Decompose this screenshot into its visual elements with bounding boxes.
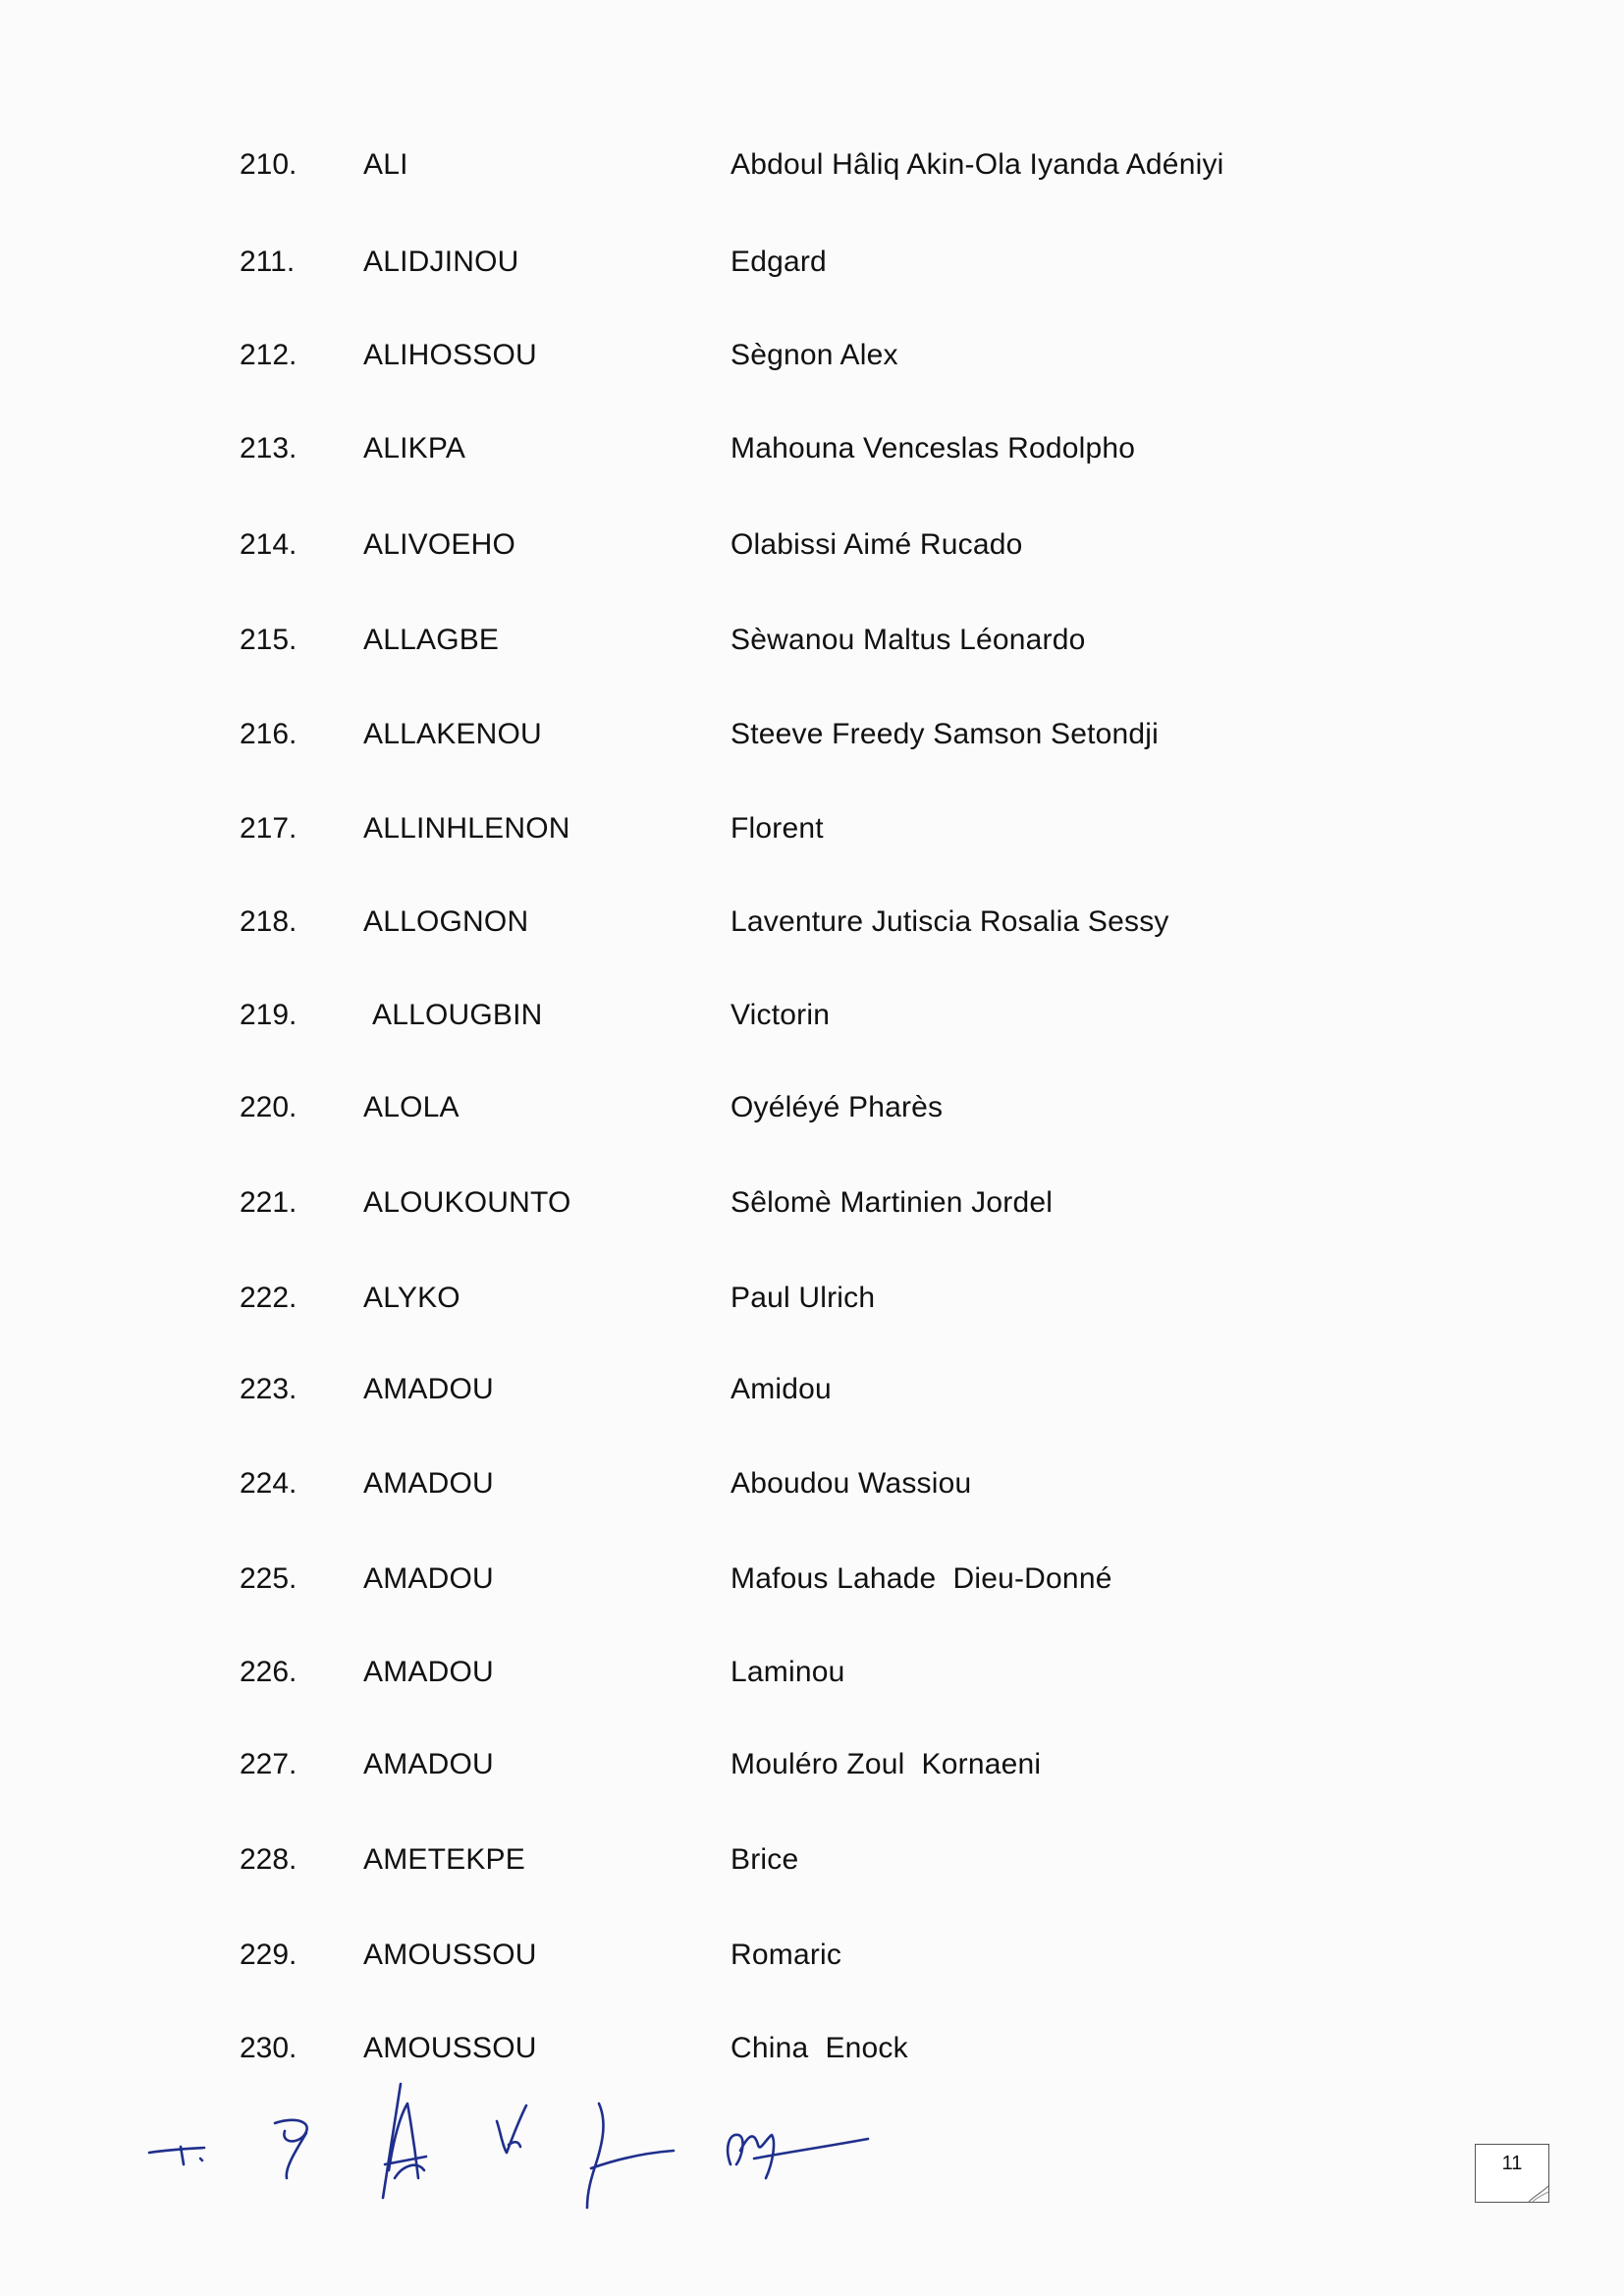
- entry-first-names: Edgard: [731, 246, 827, 278]
- entry-number: 226.: [240, 1656, 298, 1688]
- entry-first-names: Mouléro Zoul Kornaeni: [731, 1748, 1042, 1780]
- entry-number: 216.: [240, 718, 298, 750]
- entry-first-names: Olabissi Aimé Rucado: [731, 528, 1023, 561]
- initial-mark: [587, 2104, 674, 2208]
- initial-mark: [275, 2120, 307, 2178]
- entry-number: 220.: [240, 1091, 298, 1123]
- entry-last-name: ALOLA: [363, 1091, 460, 1123]
- entry-number: 225.: [240, 1562, 298, 1595]
- entry-number: 217.: [240, 812, 298, 845]
- initial-mark: [383, 2084, 426, 2198]
- list-row: [0, 1835, 1624, 1885]
- entry-last-name: AMADOU: [363, 1562, 494, 1595]
- list-row: [0, 1274, 1624, 1323]
- list-row: [0, 804, 1624, 853]
- entry-first-names: China Enock: [731, 2032, 908, 2064]
- entry-last-name: AMETEKPE: [363, 1843, 525, 1876]
- entry-first-names: Mafous Lahade Dieu-Donné: [731, 1562, 1112, 1595]
- page-number-box: [1475, 2144, 1549, 2203]
- list-row: [0, 710, 1624, 759]
- entry-first-names: Mahouna Venceslas Rodolpho: [731, 432, 1136, 465]
- entry-last-name: AMADOU: [363, 1467, 494, 1500]
- entry-first-names: Laminou: [731, 1656, 845, 1688]
- entry-last-name: ALLINHLENON: [363, 812, 570, 845]
- initial-mark: [149, 2147, 204, 2164]
- list-row: [0, 1083, 1624, 1132]
- list-row: [0, 238, 1624, 287]
- entry-first-names: Oyéléyé Pharès: [731, 1091, 944, 1123]
- entry-number: 230.: [240, 2032, 298, 2064]
- entry-first-names: Romaric: [731, 1939, 842, 1971]
- list-row: [0, 140, 1624, 190]
- entry-number: 210.: [240, 148, 298, 181]
- list-row: [0, 1365, 1624, 1414]
- entry-first-names: Paul Ulrich: [731, 1282, 876, 1314]
- list-row: [0, 991, 1624, 1040]
- entry-first-names: Sèwanou Maltus Léonardo: [731, 624, 1086, 656]
- list-row: [0, 1178, 1624, 1228]
- entry-last-name: AMADOU: [363, 1373, 494, 1405]
- entry-number: 214.: [240, 528, 298, 561]
- entry-last-name: AMOUSSOU: [363, 2032, 537, 2064]
- list-row: [0, 898, 1624, 947]
- entry-last-name: ALLAKENOU: [363, 718, 542, 750]
- entry-number: 219.: [240, 999, 298, 1031]
- entry-last-name: ALIKPA: [363, 432, 466, 465]
- initial-mark: [728, 2135, 868, 2178]
- list-row: [0, 1740, 1624, 1789]
- entry-number: 228.: [240, 1843, 298, 1876]
- entry-last-name: ALLOUGBIN: [372, 999, 543, 1031]
- entry-last-name: ALOUKOUNTO: [363, 1186, 571, 1219]
- entry-last-name: AMADOU: [363, 1748, 494, 1780]
- entry-last-name: AMADOU: [363, 1656, 494, 1688]
- entry-number: 222.: [240, 1282, 298, 1314]
- entry-first-names: Steeve Freedy Samson Setondji: [731, 718, 1160, 750]
- entry-number: 213.: [240, 432, 298, 465]
- entry-number: 215.: [240, 624, 298, 656]
- page-curl-icon: [1525, 2182, 1550, 2204]
- entry-last-name: ALLOGNON: [363, 905, 529, 938]
- entry-first-names: Sègnon Alex: [731, 339, 898, 371]
- entry-last-name: ALIVOEHO: [363, 528, 515, 561]
- entry-first-names: Aboudou Wassiou: [731, 1467, 972, 1500]
- entry-first-names: Amidou: [731, 1373, 832, 1405]
- entry-number: 221.: [240, 1186, 298, 1219]
- entry-first-names: Florent: [731, 812, 824, 845]
- entry-last-name: ALI: [363, 148, 408, 181]
- signature-initials: [137, 2062, 903, 2210]
- entry-first-names: Sêlomè Martinien Jordel: [731, 1186, 1054, 1219]
- list-row: [0, 520, 1624, 570]
- list-row: [0, 424, 1624, 473]
- list-row: [0, 1931, 1624, 1980]
- list-row: [0, 616, 1624, 665]
- entry-first-names: Laventure Jutiscia Rosalia Sessy: [731, 905, 1169, 938]
- page-number: 11: [1501, 2153, 1523, 2174]
- entry-number: 223.: [240, 1373, 298, 1405]
- initial-mark: [200, 2159, 202, 2160]
- list-row: [0, 1648, 1624, 1697]
- initial-mark: [497, 2105, 526, 2153]
- entry-last-name: ALIHOSSOU: [363, 339, 537, 371]
- entry-last-name: AMOUSSOU: [363, 1939, 537, 1971]
- entry-first-names: Abdoul Hâliq Akin-Ola Iyanda Adéniyi: [731, 148, 1224, 181]
- entry-number: 211.: [240, 246, 296, 278]
- entry-last-name: ALIDJINOU: [363, 246, 519, 278]
- entry-first-names: Victorin: [731, 999, 831, 1031]
- entry-number: 227.: [240, 1748, 298, 1780]
- entry-first-names: Brice: [731, 1843, 799, 1876]
- entry-number: 224.: [240, 1467, 298, 1500]
- entry-number: 212.: [240, 339, 298, 371]
- entry-last-name: ALLAGBE: [363, 624, 500, 656]
- entry-last-name: ALYKO: [363, 1282, 460, 1314]
- entry-number: 229.: [240, 1939, 298, 1971]
- list-row: [0, 1459, 1624, 1508]
- list-row: [0, 331, 1624, 380]
- entry-number: 218.: [240, 905, 298, 938]
- list-row: [0, 1555, 1624, 1604]
